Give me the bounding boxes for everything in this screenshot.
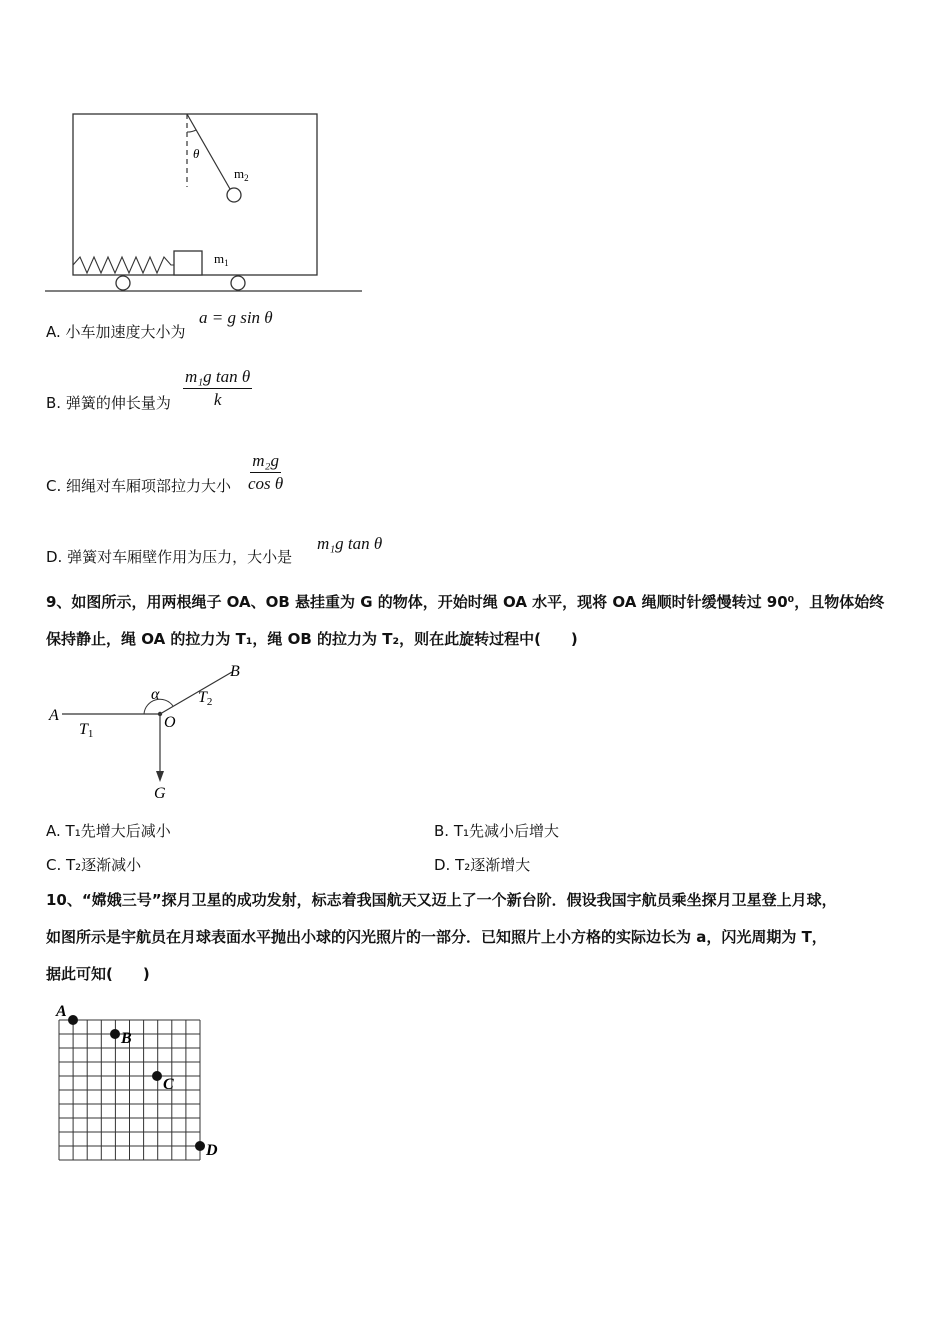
q10-stem-line1: 10、“嫦娥三号”探月卫星的成功发射，标志着我国航天又迈上了一个新台阶．假设我国宇航员乘坐探月卫星登上月球， bbox=[46, 891, 837, 909]
wheel-left bbox=[116, 276, 130, 290]
q9-option-a: A. T₁先增大后减小 bbox=[46, 822, 171, 840]
q8-option-a-text: A. 小车加速度大小为 bbox=[46, 323, 186, 341]
rope-ob bbox=[160, 672, 232, 714]
q8-option-d bbox=[46, 547, 292, 567]
point-b bbox=[110, 1029, 120, 1039]
q10-grid-figure bbox=[50, 998, 230, 1168]
label-t1: T1 bbox=[79, 721, 94, 740]
cart-figure bbox=[40, 105, 370, 300]
label-g: G bbox=[154, 785, 166, 802]
label-a: A bbox=[49, 707, 59, 724]
label-b: B bbox=[230, 663, 240, 680]
q8-option-c-denominator: cos θ bbox=[248, 474, 284, 493]
point-a bbox=[68, 1015, 78, 1025]
spring bbox=[73, 257, 174, 273]
q8-option-c-text: C. 细绳对车厢项部拉力大小 bbox=[46, 477, 232, 495]
gravity-arrow-head bbox=[156, 771, 164, 782]
m2-label: $m_2$ bbox=[234, 166, 249, 183]
label-o: O bbox=[164, 714, 176, 731]
point-d-label: D bbox=[206, 1142, 218, 1159]
q8-option-c-formula bbox=[248, 451, 283, 494]
point-a-label: A bbox=[56, 1003, 67, 1020]
theta-label: θ bbox=[193, 146, 200, 161]
theta-arc bbox=[187, 130, 196, 132]
point-c bbox=[152, 1071, 162, 1081]
q10-stem-line3: 据此可知( ) bbox=[46, 965, 150, 983]
block-m1 bbox=[174, 251, 202, 275]
wheel-right bbox=[231, 276, 245, 290]
q8-option-b-numerator: m₁g tan θ bbox=[183, 367, 252, 389]
q8-option-a bbox=[46, 322, 186, 342]
q9-option-b: B. T₁先减小后增大 bbox=[434, 822, 560, 840]
q8-option-a-formula: a = g sin θ bbox=[199, 308, 273, 327]
q8-option-b bbox=[46, 393, 171, 413]
q8-option-b-text: B. 弹簧的伸长量为 bbox=[46, 394, 171, 412]
point-b-label: B bbox=[121, 1030, 132, 1047]
q9-stem-line2: 保持静止，绳 OA 的拉力为 T₁，绳 OB 的拉力为 T₂，则在此旋转过程中( ) bbox=[46, 630, 578, 648]
point-d bbox=[195, 1141, 205, 1151]
q8-option-c-numerator: m₂g bbox=[250, 451, 281, 473]
q8-option-b-formula bbox=[183, 367, 252, 410]
q10-stem-line2: 如图所示是宇航员在月球表面水平抛出小球的闪光照片的一部分．已知照片上小方格的实际边长为 a，闪光周期为 T， bbox=[46, 928, 827, 946]
q9-stem-line1: 9、如图所示，用两根绳子 OA、OB 悬挂重为 G 的物体，开始时绳 OA 水平，现将 OA 绳顺时针缓慢转过 90⁰，且物体始终 bbox=[46, 593, 885, 611]
q8-option-d-formula: m₁g tan θ bbox=[317, 534, 383, 553]
point-c-label: C bbox=[163, 1076, 174, 1093]
q8-option-b-denominator: k bbox=[213, 390, 222, 409]
m1-label: $m_1$ bbox=[214, 251, 229, 268]
label-t2: T2 bbox=[198, 689, 213, 708]
q9-figure bbox=[40, 655, 260, 805]
q8-option-d-text: D. 弹簧对车厢壁作用为压力，大小是 bbox=[46, 548, 293, 566]
q8-option-c bbox=[46, 476, 231, 496]
ball-m2 bbox=[227, 188, 241, 202]
q9-option-c: C. T₂逐渐减小 bbox=[46, 856, 142, 874]
point-o bbox=[158, 712, 162, 716]
label-alpha: α bbox=[151, 686, 160, 703]
q9-option-d: D. T₂逐渐增大 bbox=[434, 856, 531, 874]
